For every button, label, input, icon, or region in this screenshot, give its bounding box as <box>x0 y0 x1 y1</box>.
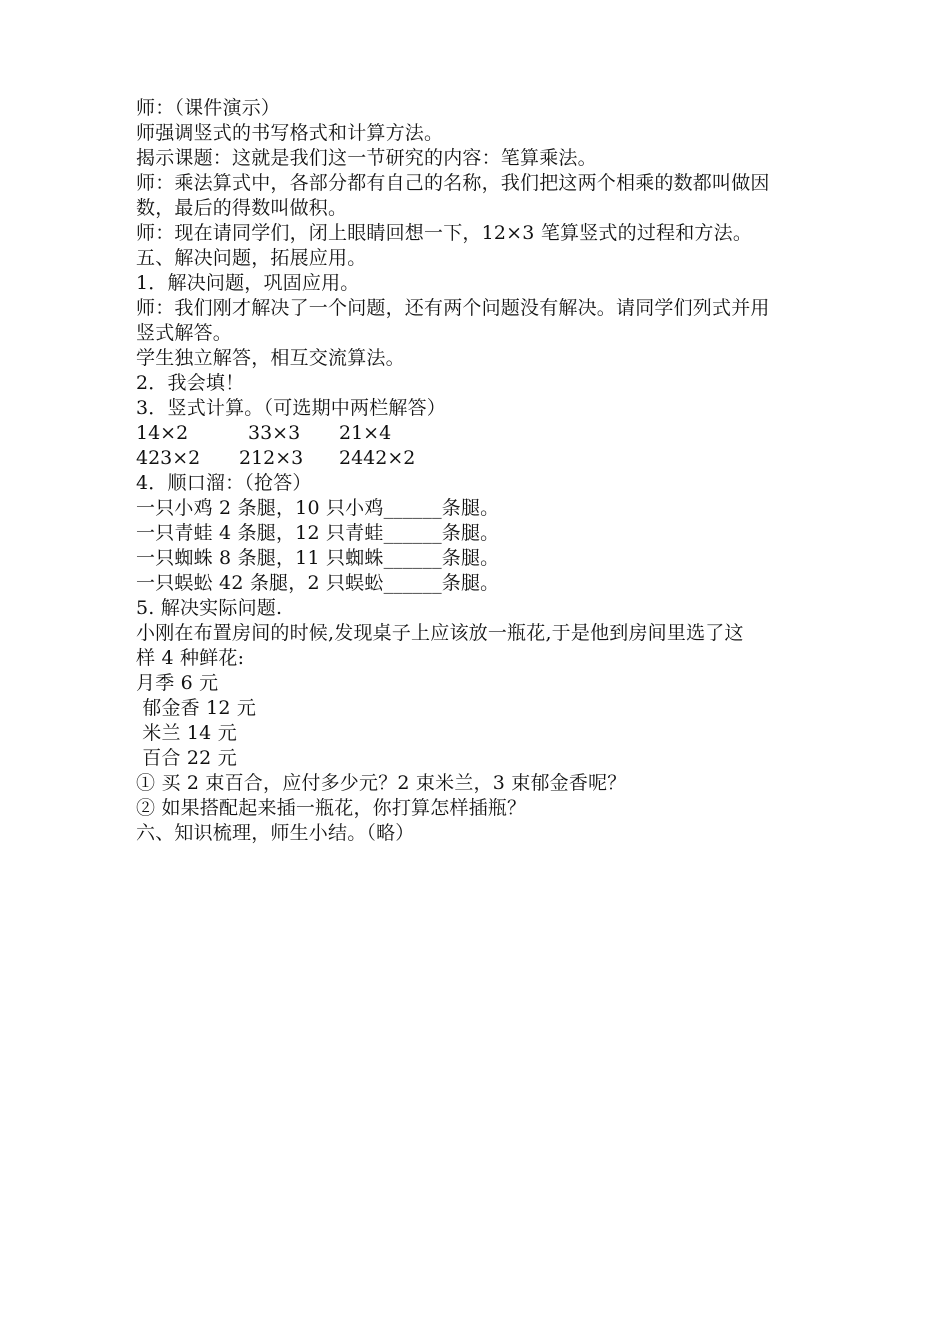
rhyme-line: 一只青蛙 4 条腿，12 只青蛙______条腿。 <box>136 522 500 544</box>
document-page <box>136 96 866 846</box>
text-line: 师：（课件演示） <box>136 97 281 119</box>
text-line: 学生独立解答，相互交流算法。 <box>136 347 405 369</box>
price-item: 郁金香 12 元 <box>136 697 257 719</box>
section-heading: 五、解决问题，拓展应用。 <box>136 247 367 269</box>
calculation-item: 14×2 <box>136 422 189 444</box>
item-heading: 3．竖式计算。（可选期中两栏解答） <box>136 397 446 419</box>
item-heading: 2．我会填！ <box>136 372 245 394</box>
calculation-item: 212×3 <box>239 447 304 469</box>
text-line: 揭示课题：这就是我们这一节研究的内容：笔算乘法。 <box>136 147 597 169</box>
rhyme-line: 一只蜘蛛 8 条腿，11 只蜘蛛______条腿。 <box>136 547 500 569</box>
price-item: 米兰 14 元 <box>136 722 237 744</box>
section-heading: 六、知识梳理，师生小结。（略） <box>136 822 415 844</box>
question-line: ② 如果搭配起来插一瓶花，你打算怎样插瓶？ <box>136 797 527 819</box>
calculation-item: 21×4 <box>339 422 392 444</box>
item-heading: 4．顺口溜：（抢答） <box>136 472 312 494</box>
text-line: 师：现在请同学们，闭上眼睛回想一下，12×3 笔算竖式的过程和方法。 <box>136 222 753 244</box>
text-line: 样 4 种鲜花: <box>136 647 245 669</box>
text-line: 师强调竖式的书写格式和计算方法。 <box>136 122 444 144</box>
calculation-item: 423×2 <box>136 447 201 469</box>
text-line: 小刚在布置房间的时候,发现桌子上应该放一瓶花,于是他到房间里选了这 <box>136 622 744 644</box>
question-line: ① 买 2 束百合，应付多少元？2 束米兰，3 束郁金香呢？ <box>136 772 627 794</box>
text-line: 师：我们刚才解决了一个问题，还有两个问题没有解决。请同学们列式并用 <box>136 297 770 319</box>
calculation-row <box>136 446 866 471</box>
text-line: 师：乘法算式中，各部分都有自己的名称，我们把这两个相乘的数都叫做因 <box>136 172 770 194</box>
calculation-item: 33×3 <box>248 422 301 444</box>
calculation-row <box>136 421 866 446</box>
price-item: 百合 22 元 <box>136 747 237 769</box>
item-heading: 5. 解决实际问题. <box>136 597 283 619</box>
text-line: 竖式解答。 <box>136 322 233 344</box>
rhyme-line: 一只蜈蚣 42 条腿，2 只蜈蚣______条腿。 <box>136 572 500 594</box>
price-item: 月季 6 元 <box>136 672 219 694</box>
subsection-heading: 1．解决问题，巩固应用。 <box>136 272 360 294</box>
text-line: 数，最后的得数叫做积。 <box>136 197 348 219</box>
rhyme-line: 一只小鸡 2 条腿，10 只小鸡______条腿。 <box>136 497 500 519</box>
calculation-item: 2442×2 <box>339 447 416 469</box>
